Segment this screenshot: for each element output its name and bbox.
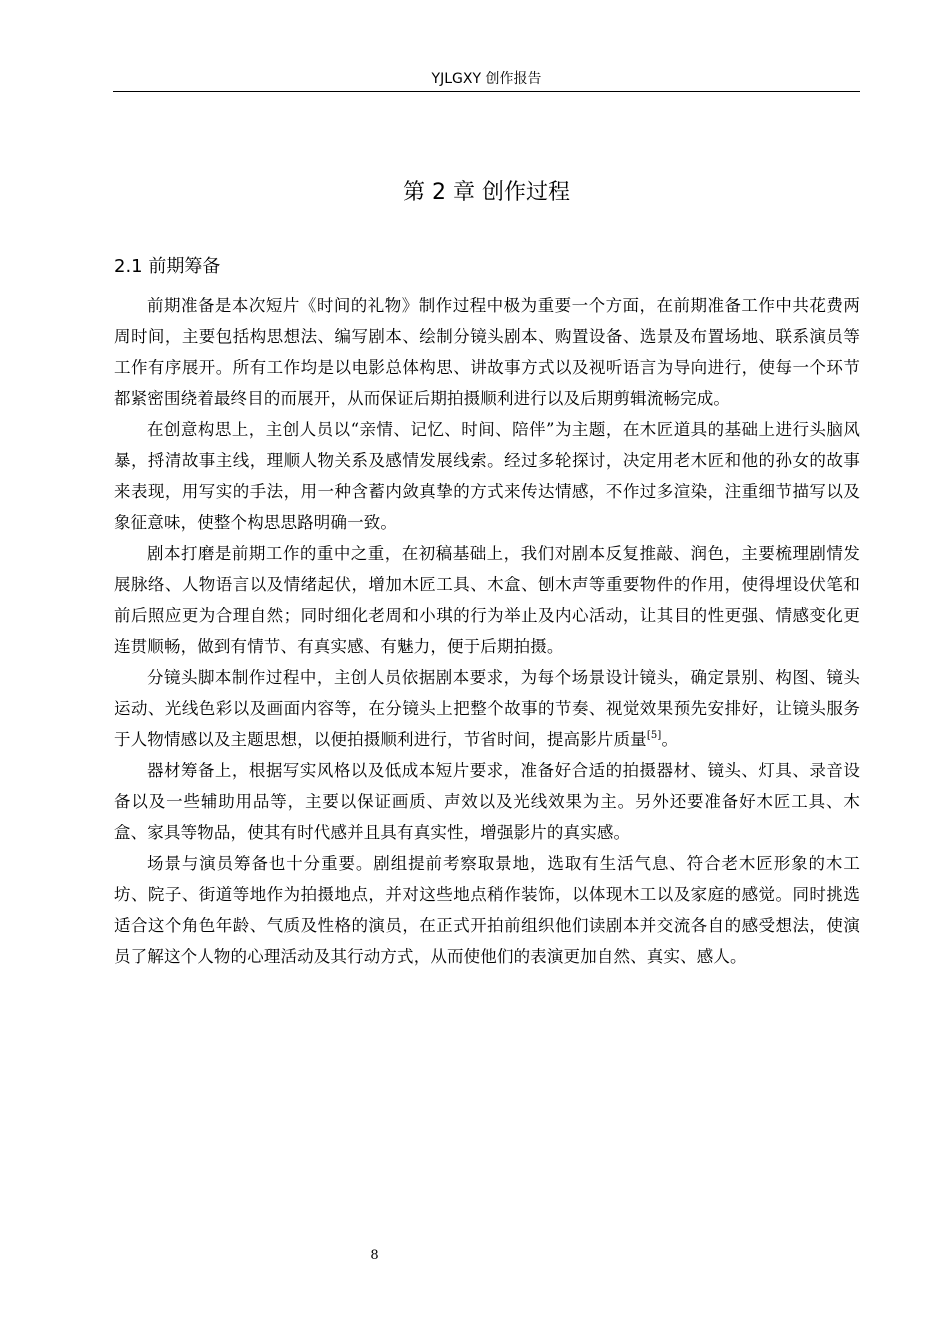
paragraph-storyboard-text: 分镜头脚本制作过程中，主创人员依据剧本要求，为每个场景设计镜头，确定景别、构图、镜头运动、光线色彩以及画面内容等，在分镜头上把整个故事的节奏、视觉效果预先安排好，让镜头服务于人物情感以及主题思想，以便拍摄顺利进行，节省时间，提高影片质量 [114, 668, 860, 749]
paragraph-location-cast: 场景与演员筹备也十分重要。剧组提前考察取景地，选取有生活气息、符合老木匠形象的木工坊、院子、街道等地作为拍摄地点，并对这些地点稍作装饰，以体现木工以及家庭的感觉。同时挑选适合这个角色年龄、气质及性格的演员，在正式开拍前组织他们读剧本并交流各自的感受想法，使演员了解这个人物的心理活动及其行动方式，从而使他们的表演更加自然、真实、感人。 [114, 854, 860, 966]
page-number: 8 [370, 1248, 379, 1263]
paragraph-script-polishing: 剧本打磨是前期工作的重中之重，在初稿基础上，我们对剧本反复推敲、润色，主要梳理剧情发展脉络、人物语言以及情绪起伏，增加木匠工具、木盒、刨木声等重要物件的作用，使得埋设伏笔和前后照应更为合理自然；同时细化老周和小琪的行为举止及内心活动，让其目的性更强、情感变化更连贯顺畅，做到有情节、有真实感、有魅力，便于后期拍摄。 [114, 544, 860, 656]
paragraph-storyboard-end: 。 [661, 730, 679, 749]
section-title: 2.1 前期筹备 [114, 256, 221, 277]
paragraph-planning: 前期准备是本次短片《时间的礼物》制作过程中极为重要一个方面，在前期准备工作中共花费两周时间，主要包括构思想法、编写剧本、绘制分镜头剧本、购置设备、选景及布置场地、联系演员等工作有序展开。所有工作均是以电影总体构思、讲故事方式以及视听语言为导向进行，使每一个环节都紧密围绕着最终目的而展开，从而保证后期拍摄顺利进行以及后期剪辑流畅完成。 [114, 296, 860, 408]
body-text [114, 290, 860, 972]
paragraph-storyboard [114, 662, 860, 755]
citation-reference: [5] [646, 730, 662, 741]
paragraph-creative-concept: 在创意构思上，主创人员以“亲情、记忆、时间、陪伴”为主题，在木匠道具的基础上进行头脑风暴，捋清故事主线，理顺人物关系及感情发展线索。经过多轮探讨，决定用老木匠和他的孙女的故事来表现，用写实的手法，用一种含蓄内敛真挚的方式来传达情感，不作过多渲染，注重细节描写以及象征意味，使整个构思思路明确一致。 [114, 420, 860, 532]
header-rule [113, 91, 860, 92]
running-header: YJLGXY 创作报告 [431, 71, 542, 87]
paragraph-equipment: 器材筹备上，根据写实风格以及低成本短片要求，准备好合适的拍摄器材、镜头、灯具、录音设备以及一些辅助用品等，主要以保证画质、声效以及光线效果为主。另外还要准备好木匠工具、木盒、家具等物品，使其有时代感并且具有真实性，增强影片的真实感。 [114, 761, 860, 842]
chapter-title: 第 2 章 创作过程 [403, 180, 570, 205]
